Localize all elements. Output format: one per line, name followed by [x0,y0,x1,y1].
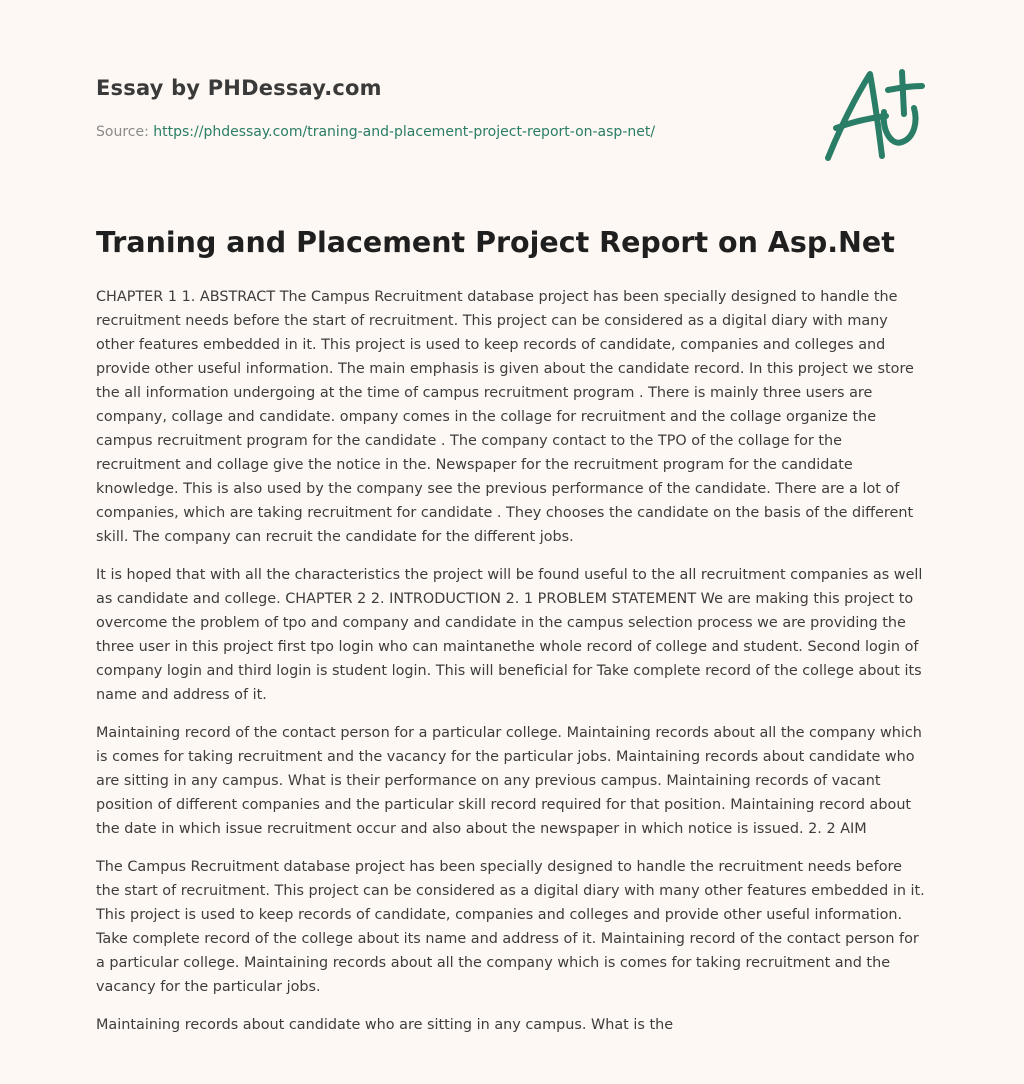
page-header [96,0,936,180]
source-label: Source: [96,124,149,140]
paragraph: The Campus Recruitment database project has been specially designed to handle the recruitment needs before the start of recruitment. This project can be considered as a digital diary with many other features embedded in it. This project is used to keep records of candidate, companies and colleges and provide other useful information. Take complete record of the college about its name and address of it. Maintaining record of the contact person for a particular college. Maintaining records about all the company which is comes for taking recruitment and the vacancy for the particular jobs. [96,859,925,995]
brand-title: Essay by PHDessay.com [96,76,382,100]
document-title: Traning and Placement Project Report on Asp.Net [96,226,895,259]
paragraph: CHAPTER 1 1. ABSTRACT The Campus Recruitment database project has been specially designed to handle the recruitment needs before the start of recruitment. This project can be considered as a digital diary with many other features embedded in it. This project is used to keep records of candidate, companies and colleges and provide other useful information. The main emphasis is given about the candidate record. In this project we store the all information undergoing at the time of campus recruitment program . There is mainly three users are company, collage and candidate. ompany comes in the collage for recruitment and the collage organize the campus recruitment program for the candidate . The company contact to the TPO of the collage for the recruitment and collage give the notice in the. Newspaper for the recruitment program for the candidate knowledge. This is also used by the company see the previous performance of the candidate. There are a lot of companies, which are taking recruitment for candidate . They chooses the candidate on the basis of the different skill. The company can recruit the candidate for the different jobs. [96,289,914,545]
a-plus-logo-icon [822,66,926,166]
source-line [96,124,655,140]
document-body [96,285,928,1051]
source-link[interactable]: https://phdessay.com/traning-and-placement-project-report-on-asp-net/ [153,124,656,140]
paragraph: Maintaining records about candidate who are sitting in any campus. What is the [96,1017,674,1033]
paragraph: Maintaining record of the contact person for a particular college. Maintaining records about all the company which is comes for taking recruitment and the vacancy for the particular jobs. Maintaining records about candidate who are sitting in any campus. What is their performance on any previous campus. Maintaining records of vacant position of different companies and the particular skill record required for that position. Maintaining record about the date in which issue recruitment occur and also about the newspaper in which notice is issued. 2. 2 AIM [96,725,922,837]
paragraph: It is hoped that with all the characteristics the project will be found useful to the all recruitment companies as well as candidate and college. CHAPTER 2 2. INTRODUCTION 2. 1 PROBLEM STATEMENT We are making this project to overcome the problem of tpo and company and candidate in the campus selection process we are providing the three user in this project first tpo login who can maintanethe whole record of college and student. Second login of company login and third login is student login. This will beneficial for Take complete record of the college about its name and address of it. [96,567,923,703]
